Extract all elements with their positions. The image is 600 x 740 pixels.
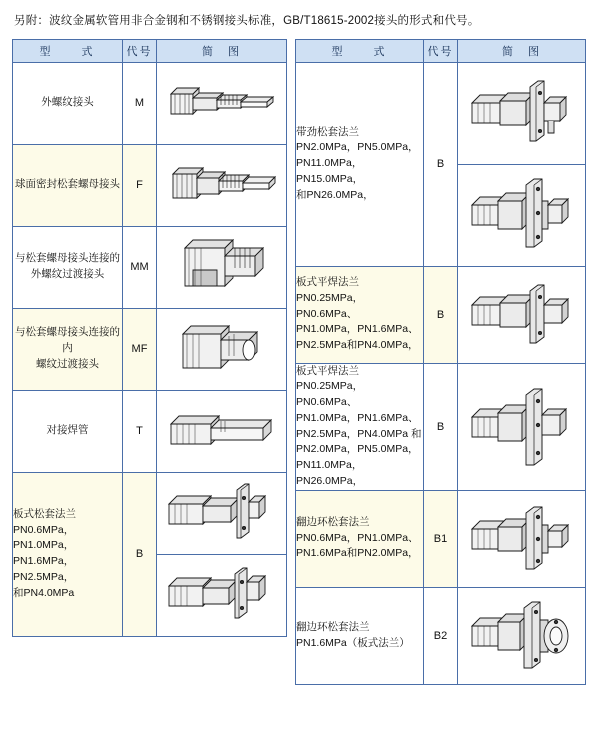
- row-name-line: PN1.0MPa，PN1.6MPa、: [296, 411, 419, 424]
- table-row: [296, 587, 586, 684]
- table-row: [13, 144, 287, 226]
- table-row: [13, 308, 287, 390]
- row-name-line: 翻边环松套法兰: [296, 515, 370, 528]
- flared-ring-lap-flange-drawing: [458, 499, 585, 579]
- row-name-line: 与松套螺母接头连接的: [15, 252, 120, 265]
- header-pic: 简 图: [458, 39, 586, 62]
- row-code-cell: M: [123, 62, 157, 144]
- table-row: [13, 472, 287, 554]
- table-row: [13, 62, 287, 144]
- table-row: [296, 490, 586, 587]
- row-name-cell: [296, 62, 424, 266]
- table-row: [296, 363, 586, 490]
- header-type: 型 式: [13, 39, 123, 62]
- row-name-cell: [13, 144, 123, 226]
- tables-container: [12, 39, 588, 685]
- table-header-row: [296, 39, 586, 62]
- row-code-cell: B: [424, 62, 458, 266]
- table-row: [13, 226, 287, 308]
- row-pic-cell: [458, 164, 586, 266]
- row-name-cell: [296, 363, 424, 490]
- row-name-line: PN1.6MPa，PN2.5MPa，: [13, 555, 75, 583]
- row-name-cell: [13, 472, 123, 636]
- ribbed-lap-joint-flange-drawing: [458, 69, 585, 157]
- header-code: 代号: [424, 39, 458, 62]
- row-name-cell: [13, 390, 123, 472]
- row-name-line: PN2.0MPa，PN5.0MPa，: [296, 443, 419, 456]
- row-name-line: 带劲松套法兰: [296, 125, 359, 138]
- row-code-cell: B: [123, 472, 157, 636]
- row-code-cell: B2: [424, 587, 458, 684]
- table-row: [296, 266, 586, 363]
- row-name-line: 对接焊管: [46, 424, 89, 437]
- page-footer-space: [12, 685, 588, 725]
- plate-slip-on-flange-drawing: [458, 275, 585, 355]
- row-name-cell: [296, 587, 424, 684]
- row-pic-cell: [157, 472, 287, 554]
- row-name-line: 与松套螺母接头连接的内: [15, 326, 120, 355]
- row-pic-cell: [157, 554, 287, 636]
- row-name-line: PN0.6MPa，PN1.0MPa，: [13, 523, 75, 552]
- row-name-line: 外螺纹接头: [41, 96, 94, 109]
- row-name-line: 板式松套法兰: [13, 507, 76, 520]
- row-code-cell: B: [424, 363, 458, 490]
- butt-weld-pipe-drawing: [157, 400, 286, 462]
- row-pic-cell: [458, 62, 586, 164]
- row-pic-cell: [157, 308, 287, 390]
- row-code-cell: B: [424, 266, 458, 363]
- row-name-line: PN11.0MPa，PN26.0MPa，: [296, 459, 364, 487]
- row-name-line: 和PN4.0MPa: [13, 586, 75, 599]
- header-code: 代号: [123, 39, 157, 62]
- right-spec-table: [295, 39, 586, 685]
- row-pic-cell: [458, 490, 586, 587]
- row-name-line: PN0.25MPa，PN0.6MPa、: [296, 380, 364, 409]
- table-row: [13, 390, 287, 472]
- row-name-line: PN2.0MPa，PN5.0MPa，: [296, 141, 419, 154]
- row-name-line: 外螺纹过渡接头: [30, 268, 105, 281]
- plate-lap-joint-flange-drawing: [157, 480, 286, 546]
- row-name-line: PN1.0MPa，PN1.6MPa、: [296, 323, 419, 336]
- row-name-line: PN2.5MPa，PN4.0MPa 和: [296, 427, 422, 440]
- row-pic-cell: [458, 363, 586, 490]
- plate-slip-on-flange-drawing-2: [458, 375, 585, 479]
- row-name-cell: [296, 266, 424, 363]
- row-pic-cell: [157, 144, 287, 226]
- flared-ring-lap-flange-plate-drawing: [458, 596, 585, 676]
- row-code-cell: MM: [123, 226, 157, 308]
- row-name-line: 板式平焊法兰: [296, 364, 359, 377]
- row-name-line: PN1.6MPa和PN2.0MPa，: [296, 547, 419, 560]
- left-spec-table: [12, 39, 287, 637]
- row-code-cell: F: [123, 144, 157, 226]
- row-pic-cell: [458, 587, 586, 684]
- row-name-line: 球面密封松套螺母接头: [15, 178, 120, 191]
- row-pic-cell: [157, 226, 287, 308]
- row-name-line: PN2.5MPa和PN4.0MPa，: [296, 339, 419, 352]
- row-name-line: PN0.6MPa，PN1.0MPa、: [296, 531, 419, 544]
- plate-lap-joint-flange-drawing-2: [157, 562, 286, 628]
- row-name-line: 翻边环松套法兰: [296, 620, 370, 633]
- row-code-cell: B1: [424, 490, 458, 587]
- spherical-seal-union-nut-drawing: [157, 154, 286, 216]
- row-name-cell: [13, 308, 123, 390]
- female-thread-transition-drawing: [157, 316, 286, 382]
- table-header-row: [13, 39, 287, 62]
- page-title: 另附：波纹金属软管用非合金钢和不锈钢接头标准，GB/T18615-2002接头的形式和代号。: [14, 15, 480, 27]
- row-name-line: PN1.6MPa（板式法兰）: [296, 636, 410, 649]
- row-pic-cell: [157, 62, 287, 144]
- row-name-line: 螺纹过渡接头: [36, 357, 99, 370]
- row-name-line: PN11.0MPa，PN15.0MPa，: [296, 157, 364, 185]
- header-pic: 简 图: [157, 39, 287, 62]
- row-name-line: PN0.25MPa，PN0.6MPa、: [296, 291, 364, 320]
- row-name-cell: [13, 62, 123, 144]
- male-thread-transition-drawing: [157, 234, 286, 300]
- ribbed-lap-joint-flange-drawing-2: [458, 171, 585, 259]
- row-code-cell: T: [123, 390, 157, 472]
- row-name-cell: [13, 226, 123, 308]
- threaded-male-connector-drawing: [157, 72, 286, 134]
- row-pic-cell: [157, 390, 287, 472]
- row-code-cell: MF: [123, 308, 157, 390]
- header-type: 型 式: [296, 39, 424, 62]
- row-pic-cell: [458, 266, 586, 363]
- row-name-cell: [296, 490, 424, 587]
- row-name-line: 和PN26.0MPa，: [296, 188, 374, 201]
- table-row: [296, 62, 586, 164]
- row-name-line: 板式平焊法兰: [296, 276, 359, 289]
